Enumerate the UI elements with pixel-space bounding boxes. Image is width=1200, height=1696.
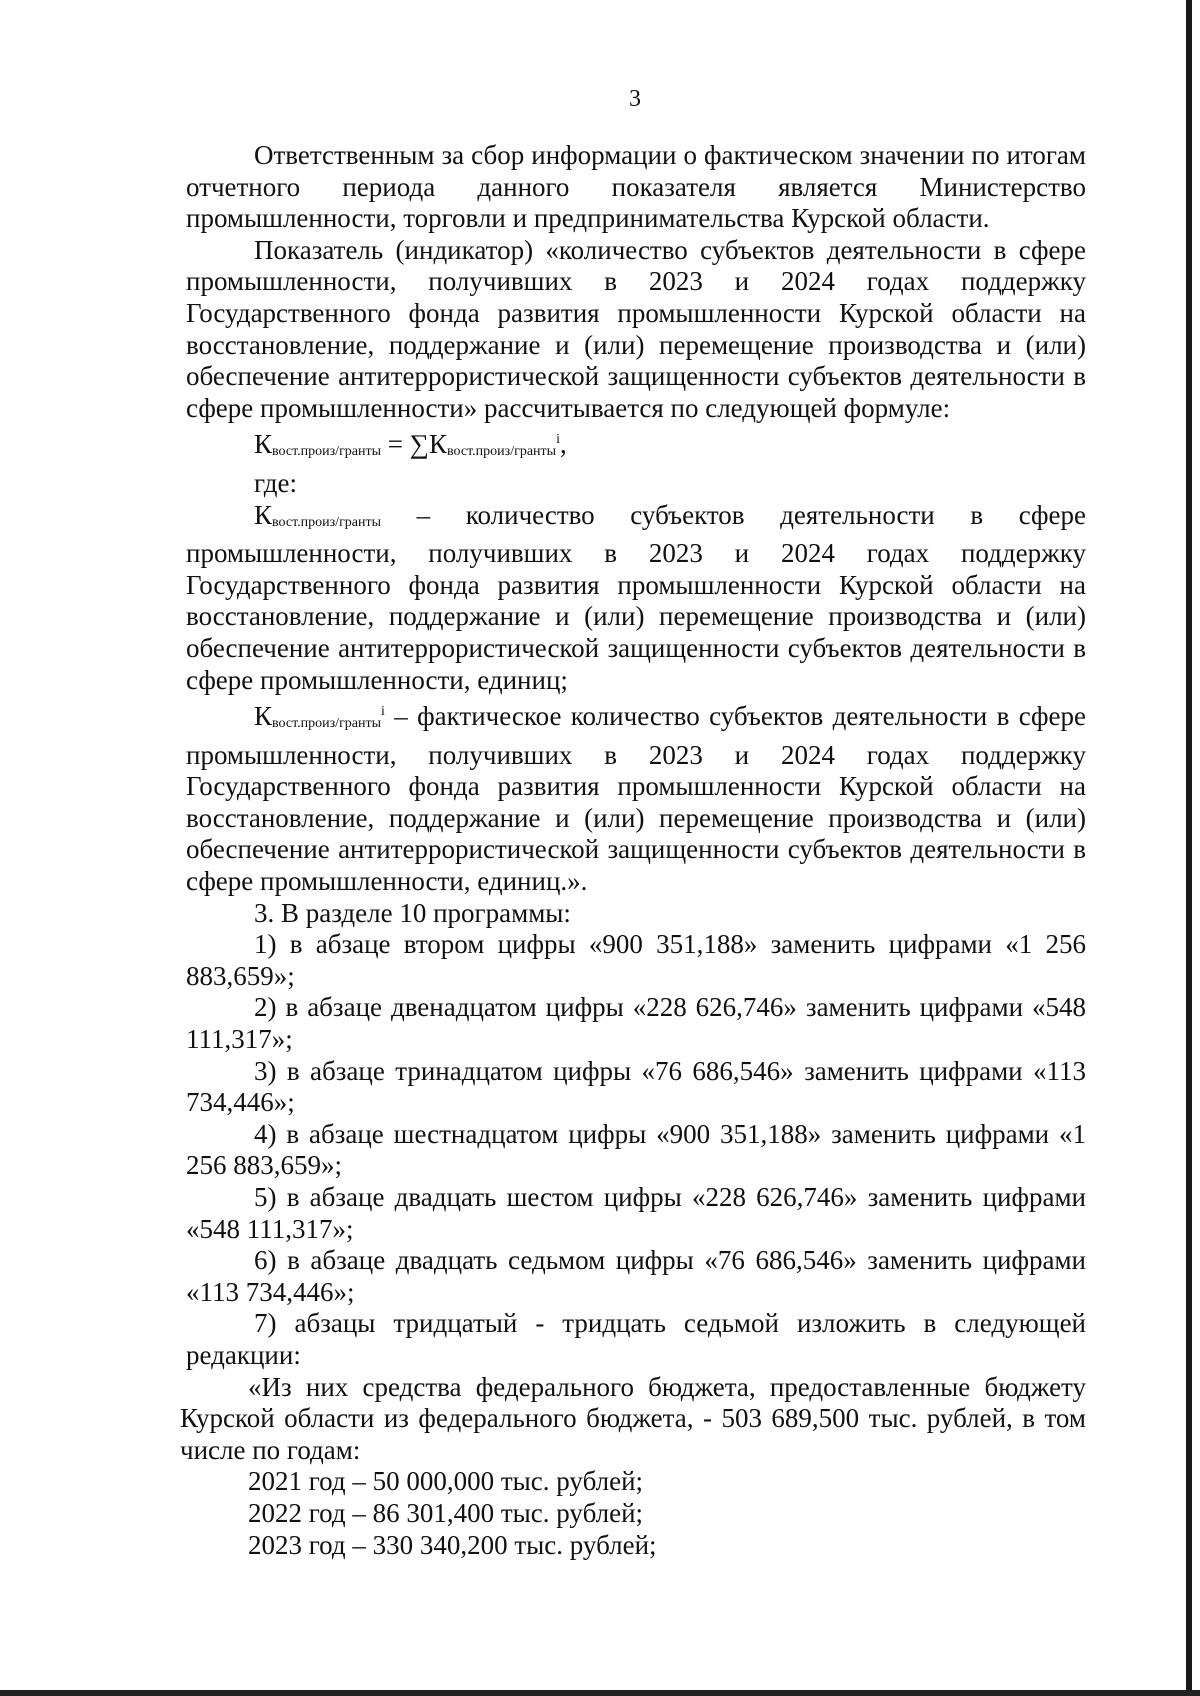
definition-actual [186,696,1086,898]
paragraph-responsible: Ответственным за сбор информации о фактическом значении по итогам отчетного периода данного показателя является Министерство промышленности, торговли и предпринимательства Курской области. [186,140,1086,234]
document-body [180,140,1086,1561]
definition-actual-subscript: вост.произ/гранты [272,716,382,732]
formula-sum-subscript: вост.произ/гранты [447,444,557,460]
formula-k: К [254,429,273,460]
where-label: где: [254,467,297,498]
item-3-5: 5) в абзаце двадцать шестом цифры «228 626,746» заменить цифрами «548 111,317»; [186,1182,1086,1244]
definition-total-k: К [254,499,273,530]
item-3-4: 4) в абзаце шестнадцатом цифры «900 351,188» заменить цифрами «1 256 883,659»; [186,1118,1086,1181]
page-number: 3 [629,86,641,112]
formula [186,424,1086,468]
item-3-7: 7) абзацы тридцатый - тридцать седьмой изложить в следующей редакции: [186,1308,1086,1370]
definition-actual-superscript: i [381,704,385,720]
scan-edge-bottom [0,1690,1200,1696]
years-list [180,1466,1086,1561]
definition-total [186,500,1086,697]
item-3: 3. В разделе 10 программы: [254,897,571,928]
quote-paragraph: «Из них средства федерального бюджета, предоставленные бюджету Курской области из федерального бюджета, - 503 689,500 тыс. рублей, в том числе по годам: [180,1371,1086,1465]
definition-actual-k: К [254,701,273,732]
definition-total-text: – количество субъектов деятельности в сфере промышленности, получивших в 2023 и 2024 годах поддержку Государственного фонда развития промышленности Курской области на восстановление, поддержание и (или) перемещение производства и (или) обеспечение антитеррористической защищенности субъектов деятельности в сфере промышленности, единиц; [186,499,1086,695]
year-line: 2022 год – 86 301,400 тыс. рублей; [248,1497,644,1528]
item-3-3: 3) в абзаце тринадцатом цифры «76 686,546» заменить цифрами «113 734,446»; [186,1055,1086,1118]
item-3-6: 6) в абзаце двадцать седьмом цифры «76 686,546» заменить цифрами «113 734,446»; [186,1245,1086,1307]
scan-edge-right [1186,0,1192,1690]
definition-total-subscript: вост.произ/гранты [272,514,382,530]
year-line: 2021 год – 50 000,000 тыс. рублей; [248,1466,644,1497]
formula-equals-sum: = ∑К [381,429,448,460]
item-3-1: 1) в абзаце втором цифры «900 351,188» заменить цифрами «1 256 883,659»; [186,929,1086,991]
quoted-block [180,1372,1086,1562]
paragraph-indicator: Показатель (индикатор) «количество субъектов деятельности в сфере промышленности, получивших в 2023 и 2024 годах поддержку Государственного фонда развития промышленности Курской области на восстановление, поддержание и (или) перемещение производства и (или) обеспечение антитеррористической защищенности субъектов деятельности в сфере промышленности» рассчитывается по следующей формуле: [186,234,1086,423]
definition-actual-text: – фактическое количество субъектов деятельности в сфере промышленности, получивших в 2023 и 2024 годах поддержку Государственного фонда развития промышленности Курской области на восстановление, поддержание и (или) перемещение производства и (или) обеспечение антитеррористической защищенности субъектов деятельности в сфере промышленности, единиц.». [186,701,1086,897]
year-line: 2023 год – 330 340,200 тыс. рублей; [248,1529,657,1560]
formula-k-subscript: вост.произ/гранты [272,444,382,460]
formula-superscript: i [556,432,560,448]
item-3-2: 2) в абзаце двенадцатом цифры «228 626,746» заменить цифрами «548 111,317»; [186,992,1086,1055]
formula-tail: , [559,429,567,460]
